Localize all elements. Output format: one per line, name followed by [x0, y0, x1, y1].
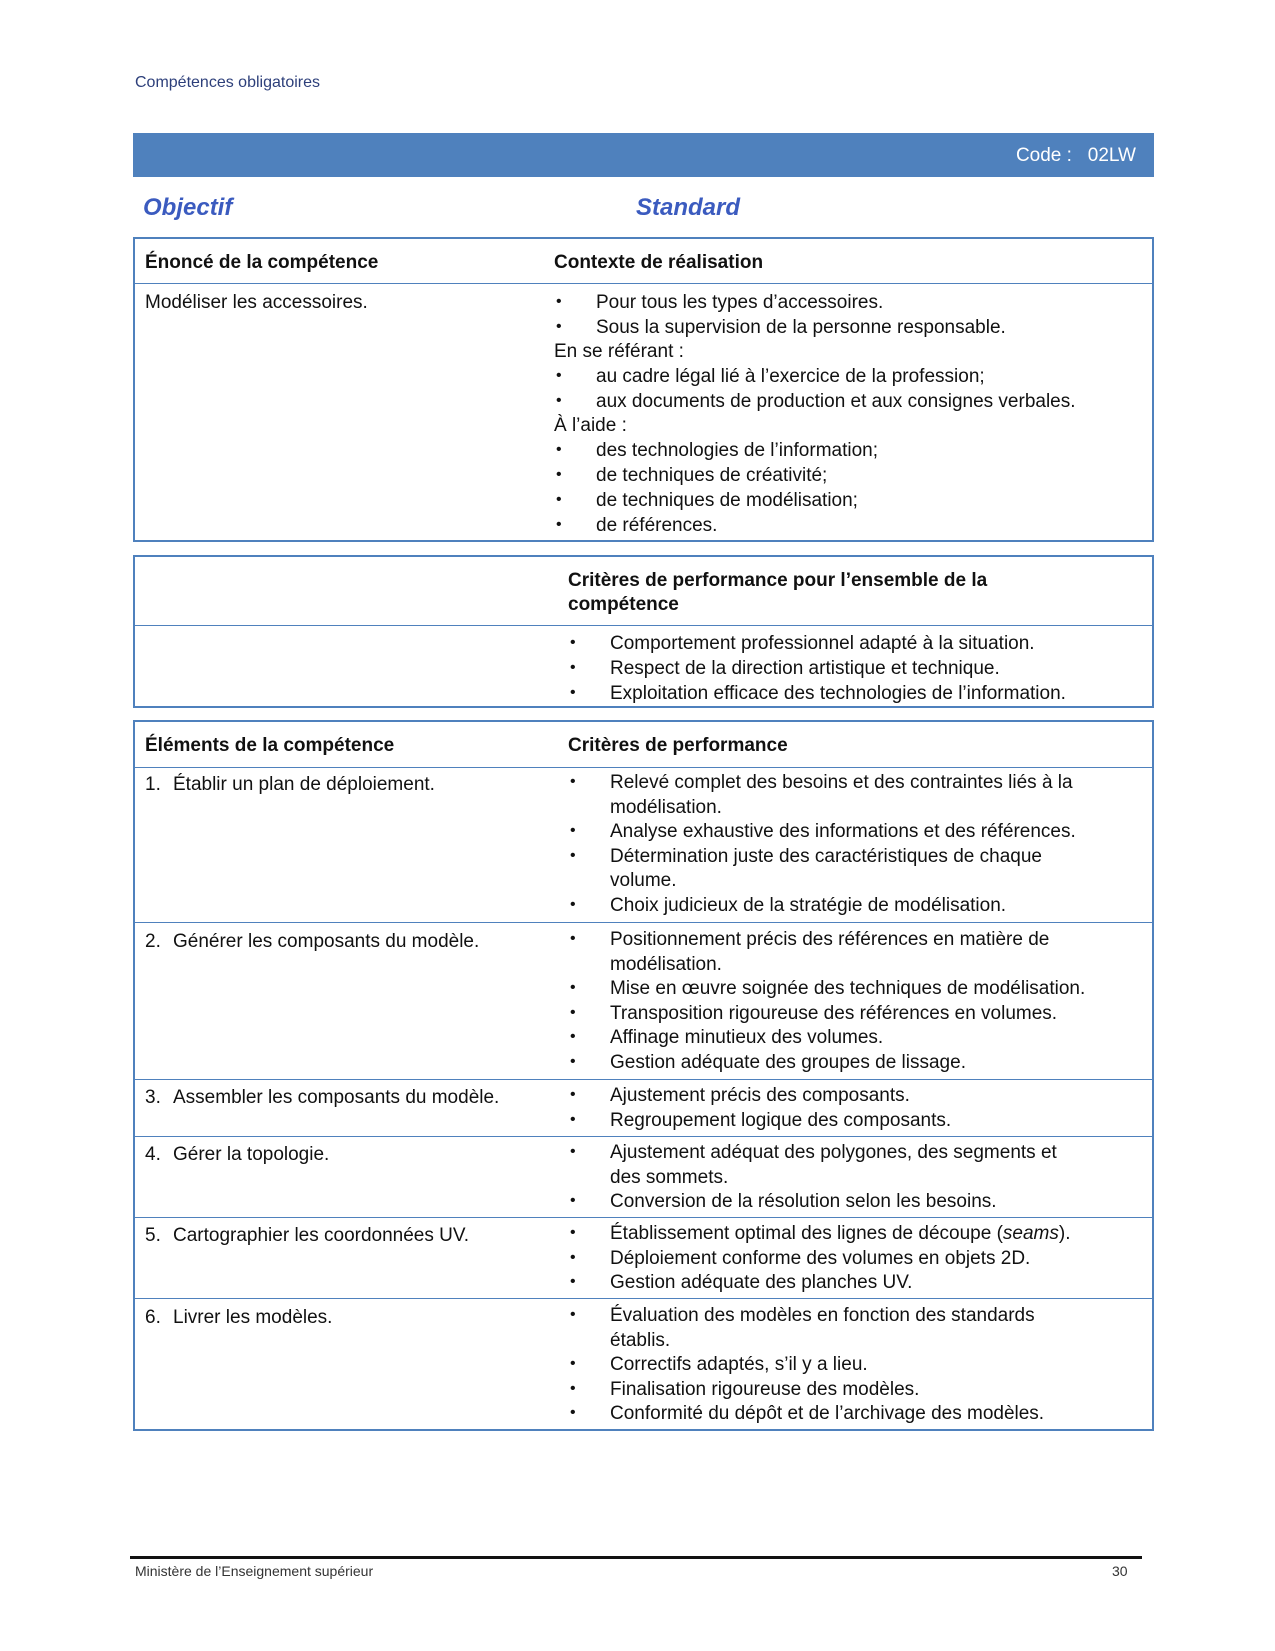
objectif-heading: Objectif: [143, 194, 233, 221]
performance-criterion: Conversion de la résolution selon les besoins.: [610, 1191, 997, 1212]
bullet-icon: •: [570, 979, 576, 996]
code-label: Code :: [1015, 145, 1072, 166]
performance-criterion: Regroupement logique des composants.: [610, 1109, 952, 1131]
bullet-icon: •: [570, 1192, 576, 1209]
bullet-icon: •: [570, 634, 576, 651]
bullet-icon: •: [570, 846, 576, 864]
footer-ministry: Ministère de l’Enseignement supérieur: [135, 1563, 374, 1579]
element-label: Générer les composants du modèle.: [173, 931, 480, 952]
performance-criterion: volume.: [610, 870, 677, 891]
performance-criterion: Détermination juste des caractéristiques de chaque: [610, 845, 1042, 867]
overall-criteria-header-line2: compétence: [568, 594, 679, 615]
bullet-icon: •: [570, 1052, 576, 1070]
statement-context-table: [133, 237, 1154, 542]
performance-criterion: Positionnement précis des références en matière de: [610, 929, 1050, 950]
performance-criterion: Établissement optimal des lignes de découpe (seams).: [610, 1223, 1071, 1244]
performance-criterion: Correctifs adaptés, s’il y a lieu.: [610, 1354, 868, 1375]
performance-criterion: modélisation.: [610, 953, 722, 975]
performance-criterion: Choix judicieux de la stratégie de modélisation.: [610, 894, 1007, 916]
competency-statement: Modéliser les accessoires.: [145, 292, 368, 313]
bullet-icon: •: [570, 1110, 576, 1128]
performance-criterion: Finalisation rigoureuse des modèles.: [610, 1378, 920, 1400]
bullet-icon: •: [556, 293, 562, 310]
performance-criterion: modélisation.: [610, 796, 722, 818]
bullet-icon: •: [570, 1028, 576, 1045]
criteria-header: Critères de performance: [568, 735, 788, 756]
element-label: Assembler les composants du modèle.: [173, 1087, 500, 1108]
context-header: Contexte de réalisation: [554, 252, 764, 273]
overall-criteria-divider: [135, 625, 1152, 626]
context-line: de techniques de modélisation;: [596, 490, 858, 511]
context-line: de techniques de créativité;: [596, 465, 828, 486]
code-label-group: [1016, 145, 1136, 167]
bullet-icon: •: [570, 930, 576, 947]
bullet-icon: •: [556, 491, 562, 508]
performance-criterion: Évaluation des modèles en fonction des standards: [610, 1305, 1035, 1326]
bullet-icon: •: [570, 1003, 576, 1021]
performance-criterion: Ajustement adéquat des polygones, des segments et: [610, 1142, 1057, 1163]
performance-criterion: Analyse exhaustive des informations et des références.: [610, 821, 1076, 842]
footer-page-number: 30: [1112, 1563, 1128, 1579]
performance-criterion: Gestion adéquate des planches UV.: [610, 1272, 913, 1293]
bullet-icon: •: [570, 1355, 576, 1372]
element-label: Gérer la topologie.: [173, 1144, 330, 1165]
row-divider: [135, 1298, 1152, 1299]
context-line: Pour tous les types d’accessoires.: [596, 292, 884, 313]
bullet-icon: •: [556, 318, 562, 335]
element-number: 3.: [145, 1087, 161, 1108]
elements-header-divider: [135, 767, 1152, 768]
bullet-icon: •: [570, 822, 576, 839]
row-divider: [135, 1217, 1152, 1218]
performance-criterion: Relevé complet des besoins et des contraintes liés à la: [610, 772, 1073, 793]
header-divider: [135, 283, 1152, 284]
context-line: de références.: [596, 515, 718, 536]
element-label: Établir un plan de déploiement.: [173, 774, 435, 795]
bullet-icon: •: [556, 441, 562, 458]
element-label: Cartographier les coordonnées UV.: [173, 1225, 470, 1246]
performance-criterion: Affinage minutieux des volumes.: [610, 1027, 884, 1048]
bullet-icon: •: [570, 1379, 576, 1397]
bullet-icon: •: [570, 1306, 576, 1323]
element-number: 6.: [145, 1307, 161, 1328]
performance-criterion: Gestion adéquate des groupes de lissage.: [610, 1051, 966, 1073]
bullet-icon: •: [570, 659, 576, 676]
bullet-icon: •: [570, 684, 576, 701]
element-label: Livrer les modèles.: [173, 1307, 333, 1328]
bullet-icon: •: [570, 1273, 576, 1290]
section-title: Compétences obligatoires: [135, 74, 320, 91]
row-divider: [135, 1079, 1152, 1080]
context-line: des technologies de l’information;: [596, 440, 879, 461]
bullet-icon: •: [570, 1224, 576, 1241]
performance-criterion: des sommets.: [610, 1166, 729, 1188]
bullet-icon: •: [570, 1404, 576, 1421]
element-number: 4.: [145, 1144, 161, 1165]
bullet-icon: •: [570, 1086, 576, 1103]
statement-header: Énoncé de la compétence: [145, 252, 379, 273]
performance-criterion: Déploiement conforme des volumes en objets 2D.: [610, 1247, 1031, 1269]
bullet-icon: •: [556, 516, 562, 533]
row-divider: [135, 922, 1152, 923]
elements-criteria-table: [133, 720, 1154, 1431]
performance-criterion: Mise en œuvre soignée des techniques de modélisation.: [610, 978, 1086, 999]
performance-criterion: Conformité du dépôt et de l’archivage des modèles.: [610, 1403, 1045, 1424]
context-line: En se référant :: [554, 341, 684, 362]
elements-header: Éléments de la compétence: [145, 735, 395, 756]
bullet-icon: •: [556, 466, 562, 483]
context-line: Sous la supervision de la personne responsable.: [596, 317, 1006, 338]
bullet-icon: •: [570, 773, 576, 790]
code-bar: [133, 133, 1154, 177]
context-line: au cadre légal lié à l’exercice de la profession;: [596, 366, 985, 387]
bullet-icon: •: [570, 895, 576, 913]
code-value: 02LW: [1087, 145, 1136, 166]
performance-criterion: Transposition rigoureuse des références en volumes.: [610, 1002, 1058, 1024]
performance-criterion: Ajustement précis des composants.: [610, 1085, 910, 1106]
overall-criterion: Comportement professionnel adapté à la situation.: [610, 633, 1035, 654]
overall-criteria-header-line1: Critères de performance pour l’ensemble de la: [568, 570, 988, 591]
bullet-icon: •: [570, 1248, 576, 1266]
bullet-icon: •: [570, 1143, 576, 1160]
overall-criterion: Exploitation efficace des technologies de l’information.: [610, 683, 1066, 704]
context-line: aux documents de production et aux consignes verbales.: [596, 391, 1076, 412]
row-divider: [135, 1136, 1152, 1137]
context-line: À l’aide :: [554, 415, 627, 436]
bullet-icon: •: [556, 367, 562, 384]
element-number: 2.: [145, 931, 161, 952]
bullet-icon: •: [556, 392, 562, 409]
element-number: 5.: [145, 1225, 161, 1246]
overall-criteria-table: [133, 555, 1154, 708]
performance-criterion: établis.: [610, 1329, 671, 1351]
element-number: 1.: [145, 774, 161, 795]
footer-rule: [130, 1556, 1142, 1559]
overall-criterion: Respect de la direction artistique et technique.: [610, 658, 1000, 679]
standard-heading: Standard: [636, 194, 741, 221]
